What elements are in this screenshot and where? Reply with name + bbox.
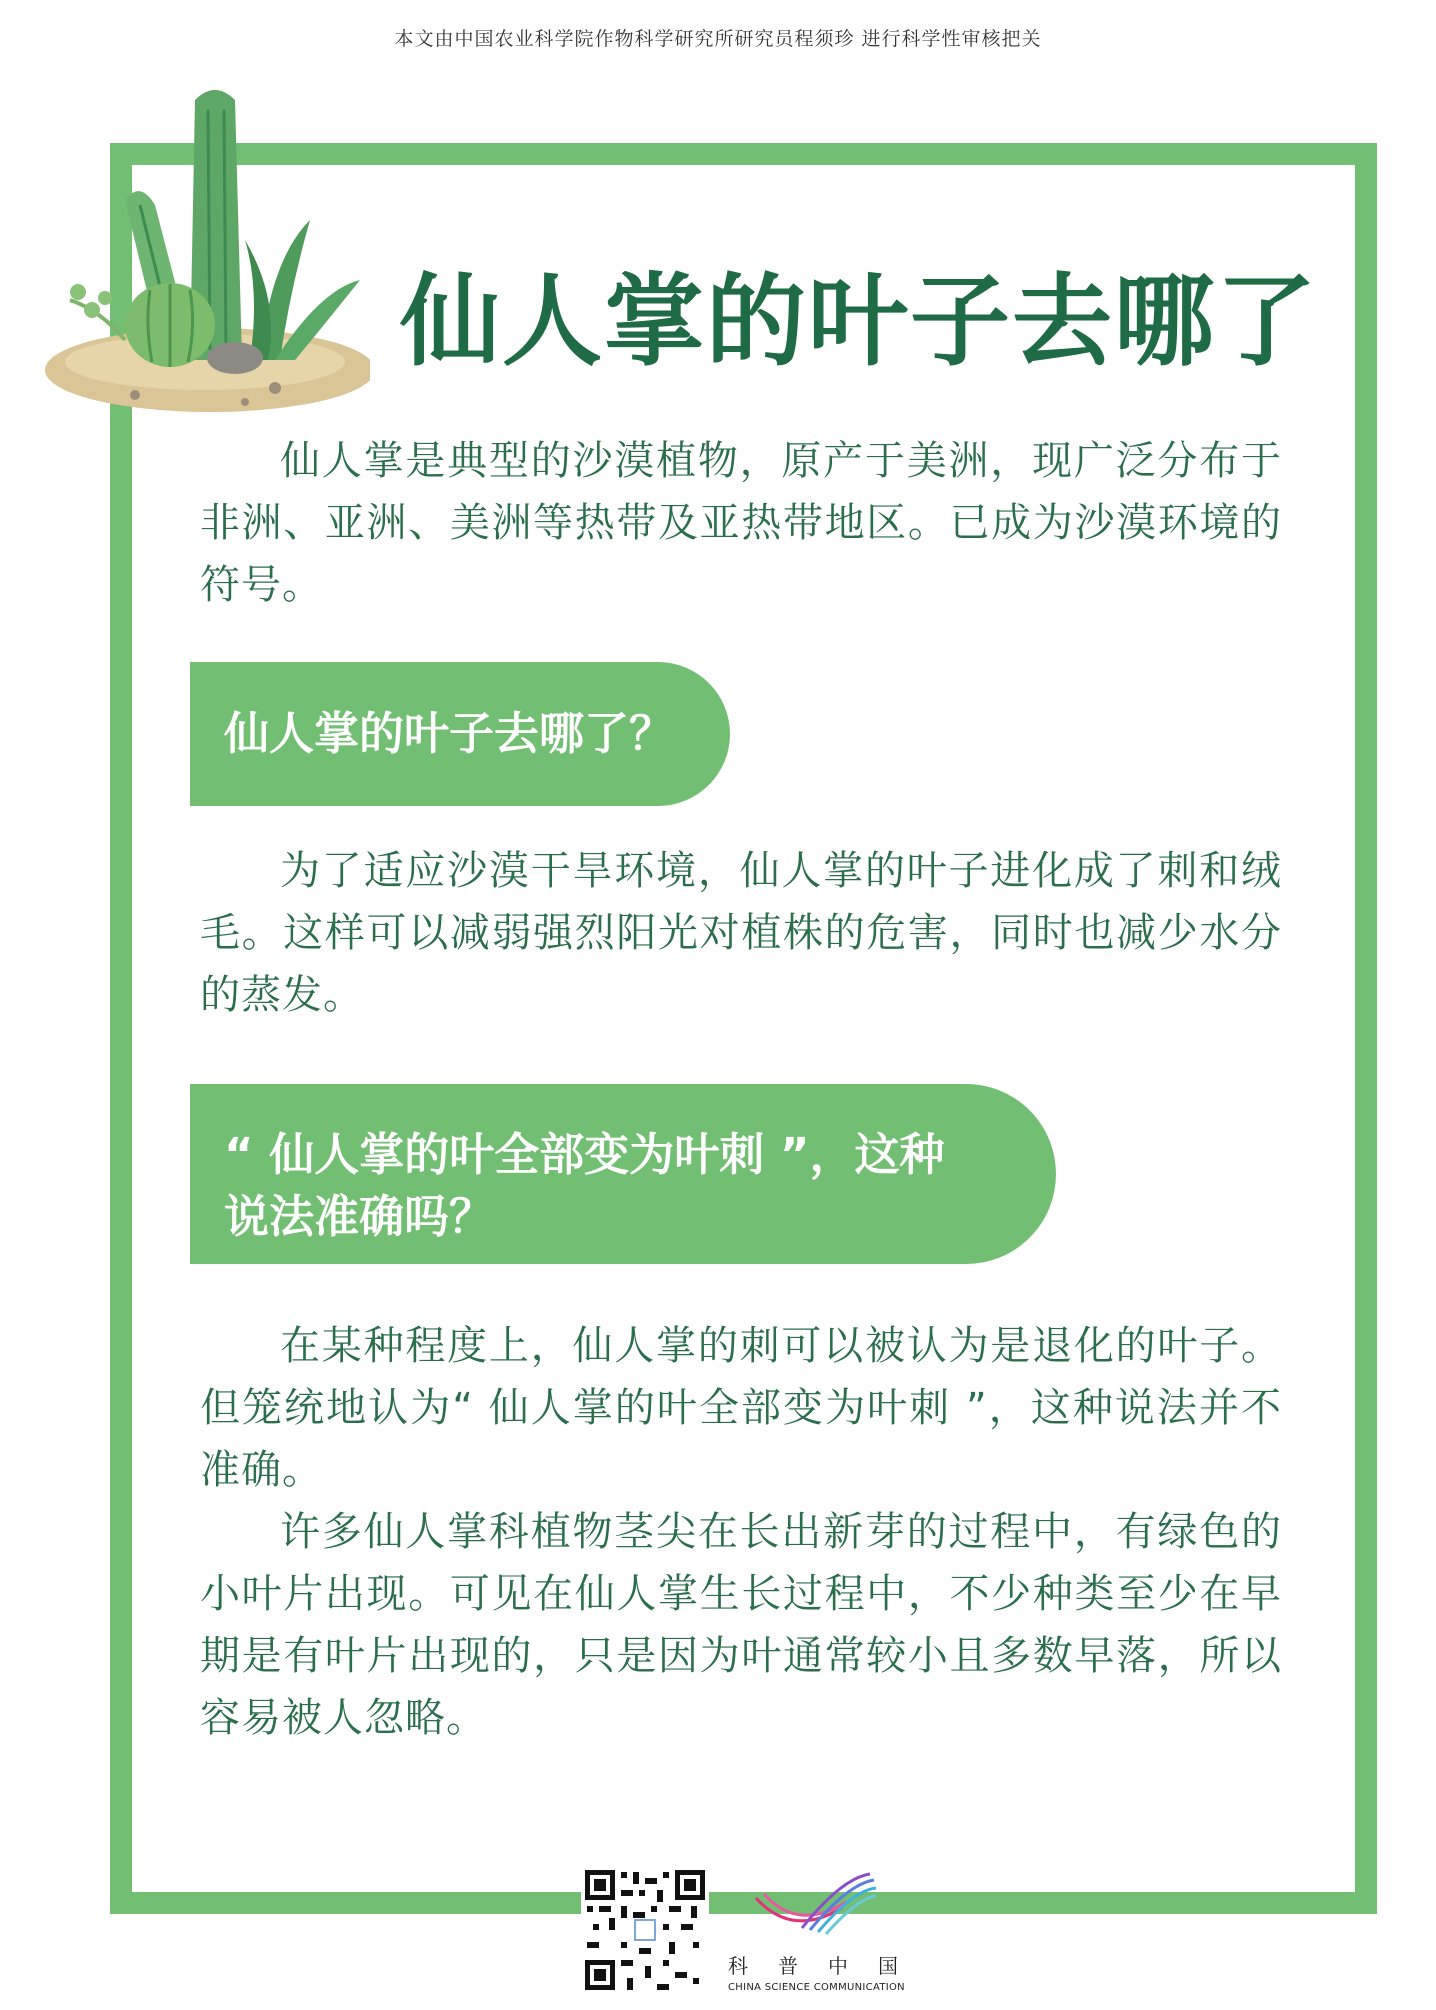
- section-heading-spines-line1: “ 仙人掌的叶全部变为叶刺 ”，这种: [224, 1128, 945, 1181]
- page-title: 仙人掌的叶子去哪了: [400, 263, 1318, 380]
- section-heading-leaves: [190, 662, 730, 806]
- review-note: 本文由中国农业科学院作物科学研究所研究员程须珍 进行科学性审核把关: [394, 28, 1042, 50]
- qr-code-icon: [581, 1866, 709, 1994]
- cactus-illustration-icon: [30, 40, 370, 430]
- section2-paragraph-2: 许多仙人掌科植物茎尖在长出新芽的过程中，有绿色的小叶片出现。可见在仙人掌生长过程中，不少种类至少在早期是有叶片出现的，只是因为叶通常较小且多数早落，所以容易被人忽略。: [200, 1509, 1282, 1741]
- science-china-logo-icon: [752, 1868, 940, 1948]
- footer-logo-chinese: 科普中国: [728, 1954, 928, 1978]
- section-heading-spines: [190, 1084, 1056, 1264]
- section2-paragraph-1: 在某种程度上，仙人掌的刺可以被认为是退化的叶子。但笼统地认为“ 仙人掌的叶全部变为叶刺 ”，这种说法并不准确。: [200, 1323, 1282, 1493]
- section-heading-spines-line2: 说法准确吗？: [224, 1190, 495, 1243]
- section1-paragraph: 为了适应沙漠干旱环境，仙人掌的叶子进化成了刺和绒毛。这样可以减弱强烈阳光对植株的危害，同时也减少水分的蒸发。: [200, 848, 1282, 1018]
- footer-logo-english: CHINA SCIENCE COMMUNICATION: [728, 1982, 905, 1993]
- section-heading-leaves-text: 仙人掌的叶子去哪了？: [224, 707, 675, 760]
- intro-paragraph: 仙人掌是典型的沙漠植物，原产于美洲，现广泛分布于非洲、亚洲、美洲等热带及亚热带地区。已成为沙漠环境的符号。: [200, 438, 1282, 608]
